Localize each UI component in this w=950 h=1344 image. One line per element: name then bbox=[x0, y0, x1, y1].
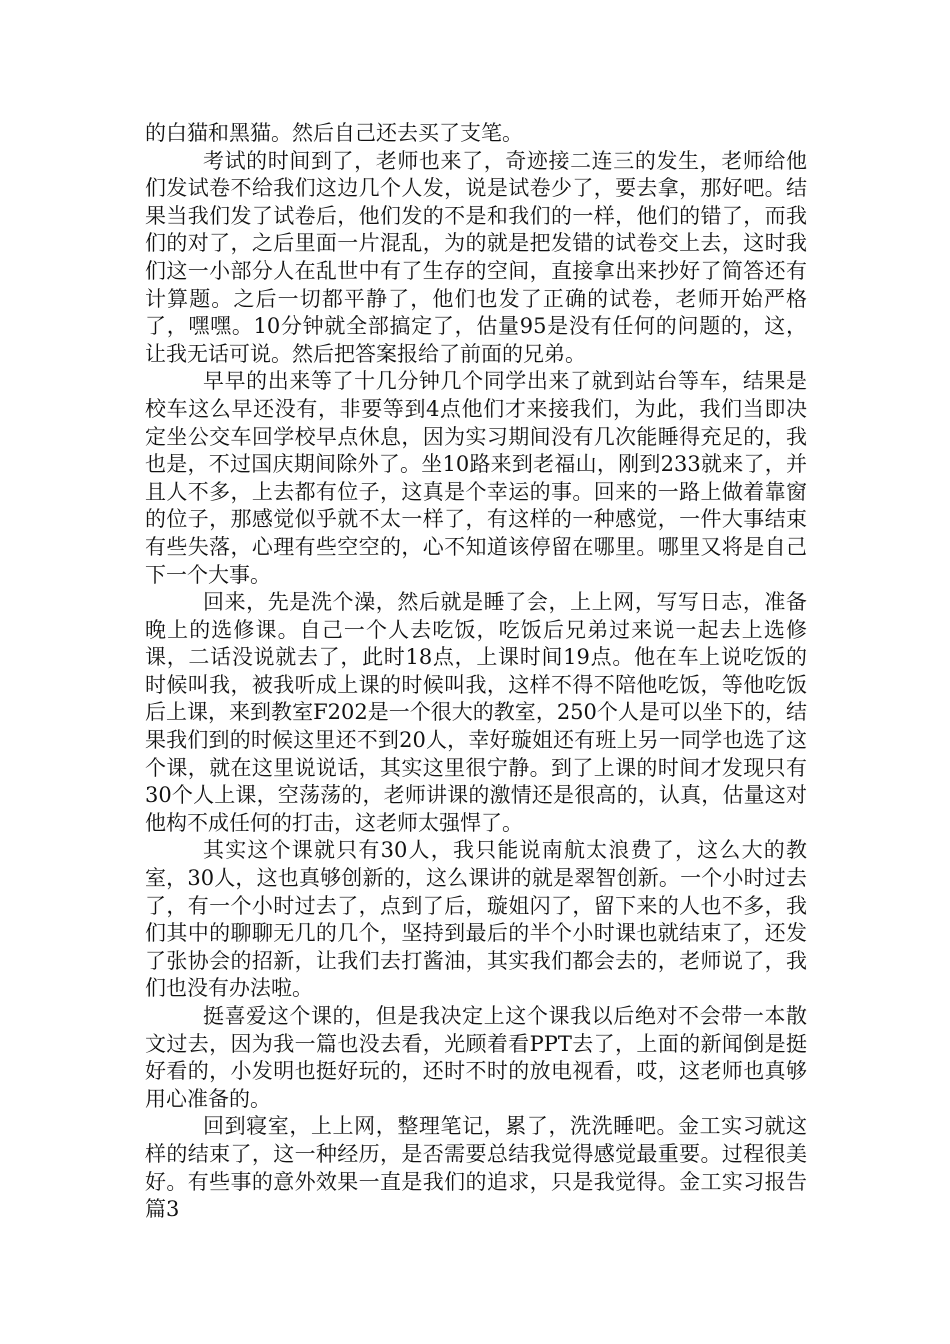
paragraph-2: 考试的时间到了，老师也来了，奇迹接二连三的发生，老师给他们发试卷不给我们这边几个人发，说是试卷少了，要去拿，那好吧。结果当我们发了试卷后，他们发的不是和我们的一样，他们的错了，而我们的对了，之后里面一片混乱，为的就是把发错的试卷交上去，这时我们这一小部分人在乱世中有了生存的空间，直接拿出来抄好了简答还有计算题。之后一切都平静了，他们也发了正确的试卷，老师开始严格了，嘿嘿。10分钟就全部搞定了，估量95是没有任何的问题的，这，让我无话可说。然后把答案报给了前面的兄弟。 bbox=[145, 148, 807, 366]
paragraph-6: 挺喜爱这个课的，但是我决定上这个课我以后绝对不会带一本散文过去，因为我一篇也没去看，光顾着看PPT去了，上面的新闻倒是挺好看的，小发明也挺好玩的，还时不时的放电视看，哎，这老师也真够用心准备的。 bbox=[145, 1004, 807, 1111]
paragraph-1: 的白猫和黑猫。然后自己还去买了支笔。 bbox=[145, 121, 523, 145]
document-body bbox=[145, 120, 807, 1224]
paragraph-4: 回来，先是洗个澡，然后就是睡了会，上上网，写写日志，准备晚上的选修课。自己一个人去吃饭，吃饭后兄弟过来说一起去上选修课，二话没说就去了，此时18点，上课时间19点。他在车上说吃饭的时候叫我，被我听成上课的时候叫我，这样不得不陪他吃饭，等他吃饭后上课，来到教室F202是一个很大的教室，250个人是可以坐下的，结果我们到的时候这里还不到20人，幸好璇姐还有班上另一同学也选了这个课，就在这里说说话，其实这里很宁静。到了上课的时间才发现只有30个人上课，空荡荡的，老师讲课的激情还是很高的，认真，估量这对他构不成任何的打击，这老师太强悍了。 bbox=[145, 590, 807, 835]
paragraph-3: 早早的出来等了十几分钟几个同学出来了就到站台等车，结果是校车这么早还没有，非要等到4点他们才来接我们，为此，我们当即决定坐公交车回学校早点休息，因为实习期间没有几次能睡得充足的，我也是，不过国庆期间除外了。坐10路来到老福山，刚到233就来了，并且人不多，上去都有位子，这真是个幸运的事。回来的一路上做着靠窗的位子，那感觉似乎就不太一样了，有这样的一种感觉，一件大事结束有些失落，心理有些空空的，心不知道该停留在哪里。哪里又将是自己下一个大事。 bbox=[145, 369, 807, 587]
paragraph-5: 其实这个课就只有30人，我只能说南航太浪费了，这么大的教室，30人，这也真够创新的，这么课讲的就是翠智创新。一个小时过去了，有一个小时过去了，点到了后，璇姐闪了，留下来的人也不多，我们其中的聊聊无几的几个，坚持到最后的半个小时课也就结束了，还发了张协会的招新，让我们去打酱油，其实我们都会去的，老师说了，我们也没有办法啦。 bbox=[145, 838, 807, 1001]
paragraph-7: 回到寝室，上上网，整理笔记，累了，洗洗睡吧。金工实习就这样的结束了，这一种经历，是否需要总结我觉得感觉最重要。过程很美好。有些事的意外效果一直是我们的追求，只是我觉得。金工实习报告 篇3 bbox=[145, 1114, 807, 1222]
